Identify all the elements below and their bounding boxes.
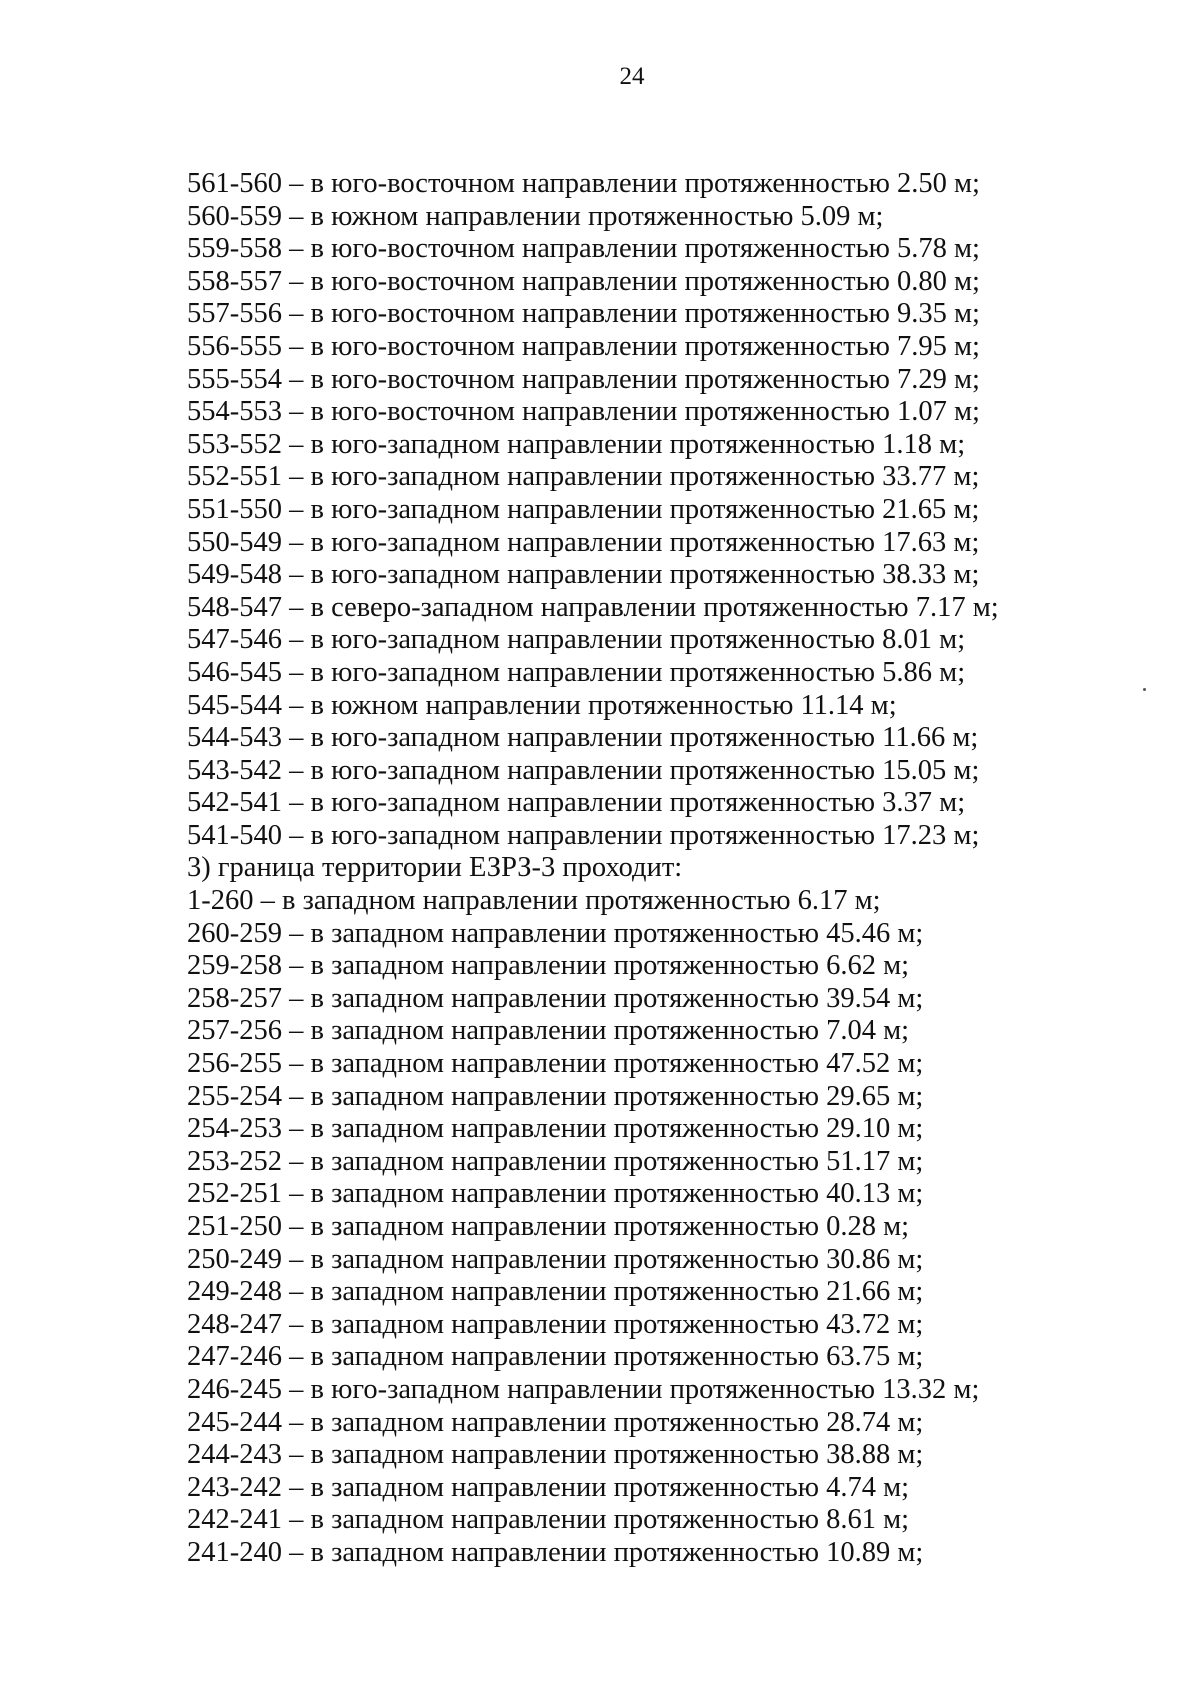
text-line: 251-250 – в западном направлении протяженностью 0.28 м; bbox=[187, 1211, 910, 1242]
text-line: 544-543 – в юго-западном направлении протяженностью 11.66 м; bbox=[187, 722, 979, 754]
text-line: 244-243 – в западном направлении протяженностью 38.88 м; bbox=[187, 1439, 924, 1471]
text-line: 550-549 – в юго-западном направлении протяженностью 17.63 м; bbox=[187, 526, 980, 558]
text-line: 255-254 – в западном направлении протяженностью 29.65 м; bbox=[187, 1080, 924, 1112]
text-line: 252-251 – в западном направлении протяженностью 40.13 м; bbox=[187, 1178, 924, 1210]
text-line: 554-553 – в юго-восточном направлении протяженностью 1.07 м; bbox=[187, 396, 980, 428]
text-line: 559-558 – в юго-восточном направлении протяженностью 5.78 м; bbox=[187, 233, 980, 265]
text-line: 551-550 – в юго-западном направлении протяженностью 21.65 м; bbox=[187, 493, 980, 525]
page-number: 24 bbox=[619, 63, 645, 90]
text-line: 548-547 – в северо-западном направлении протяженностью 7.17 м; bbox=[187, 591, 999, 623]
text-line: 3) граница территории ЕЗРЗ-3 проходит: bbox=[187, 852, 683, 884]
text-line: 1-260 – в западном направлении протяженностью 6.17 м; bbox=[187, 885, 881, 917]
text-line: 254-253 – в западном направлении протяженностью 29.10 м; bbox=[187, 1113, 924, 1145]
text-line: 253-252 – в западном направлении протяженностью 51.17 м; bbox=[187, 1145, 924, 1177]
text-line: 545-544 – в южном направлении протяженностью 11.14 м; bbox=[187, 689, 897, 721]
text-line: 552-551 – в юго-западном направлении протяженностью 33.77 м; bbox=[187, 461, 980, 493]
text-line: 241-240 – в западном направлении протяженностью 10.89 м; bbox=[187, 1536, 924, 1568]
text-line: 259-258 – в западном направлении протяженностью 6.62 м; bbox=[187, 950, 910, 982]
text-line: 560-559 – в южном направлении протяженностью 5.09 м; bbox=[187, 200, 884, 232]
text-line: 561-560 – в юго-восточном направлении протяженностью 2.50 м; bbox=[187, 168, 980, 199]
text-line: 546-545 – в юго-западном направлении протяженностью 5.86 м; bbox=[187, 656, 966, 688]
boundary-description bbox=[187, 168, 1187, 1570]
text-line: 558-557 – в юго-восточном направлении протяженностью 0.80 м; bbox=[187, 265, 980, 297]
text-line: 246-245 – в юго-западном направлении протяженностью 13.32 м; bbox=[187, 1373, 980, 1405]
text-line: 256-255 – в западном направлении протяженностью 47.52 м; bbox=[187, 1048, 924, 1080]
text-line: 250-249 – в западном направлении протяженностью 30.86 м; bbox=[187, 1243, 924, 1275]
text-line: 547-546 – в юго-западном направлении протяженностью 8.01 м; bbox=[187, 624, 966, 656]
text-line: 260-259 – в западном направлении протяженностью 45.46 м; bbox=[187, 917, 924, 949]
text-line: 248-247 – в западном направлении протяженностью 43.72 м; bbox=[187, 1308, 924, 1340]
text-line: 243-242 – в западном направлении протяженностью 4.74 м; bbox=[187, 1471, 910, 1503]
text-line: 556-555 – в юго-восточном направлении протяженностью 7.95 м; bbox=[187, 330, 980, 362]
text-line: 553-552 – в юго-западном направлении протяженностью 1.18 м; bbox=[187, 428, 966, 460]
text-line: 557-556 – в юго-восточном направлении протяженностью 9.35 м; bbox=[187, 298, 980, 330]
text-line: 249-248 – в западном направлении протяженностью 21.66 м; bbox=[187, 1276, 924, 1308]
text-line: 247-246 – в западном направлении протяженностью 63.75 м; bbox=[187, 1341, 924, 1373]
text-line: 258-257 – в западном направлении протяженностью 39.54 м; bbox=[187, 982, 924, 1014]
text-line: 245-244 – в западном направлении протяженностью 28.74 м; bbox=[187, 1406, 924, 1438]
text-line: 242-241 – в западном направлении протяженностью 8.61 м; bbox=[187, 1504, 910, 1536]
scan-speck bbox=[1143, 688, 1146, 691]
text-line: 541-540 – в юго-западном направлении протяженностью 17.23 м; bbox=[187, 819, 980, 851]
text-line: 543-542 – в юго-западном направлении протяженностью 15.05 м; bbox=[187, 754, 980, 786]
text-line: 549-548 – в юго-западном направлении протяженностью 38.33 м; bbox=[187, 559, 980, 591]
text-line: 542-541 – в юго-западном направлении протяженностью 3.37 м; bbox=[187, 787, 966, 819]
text-line: 257-256 – в западном направлении протяженностью 7.04 м; bbox=[187, 1015, 910, 1047]
text-line: 555-554 – в юго-восточном направлении протяженностью 7.29 м; bbox=[187, 363, 980, 395]
